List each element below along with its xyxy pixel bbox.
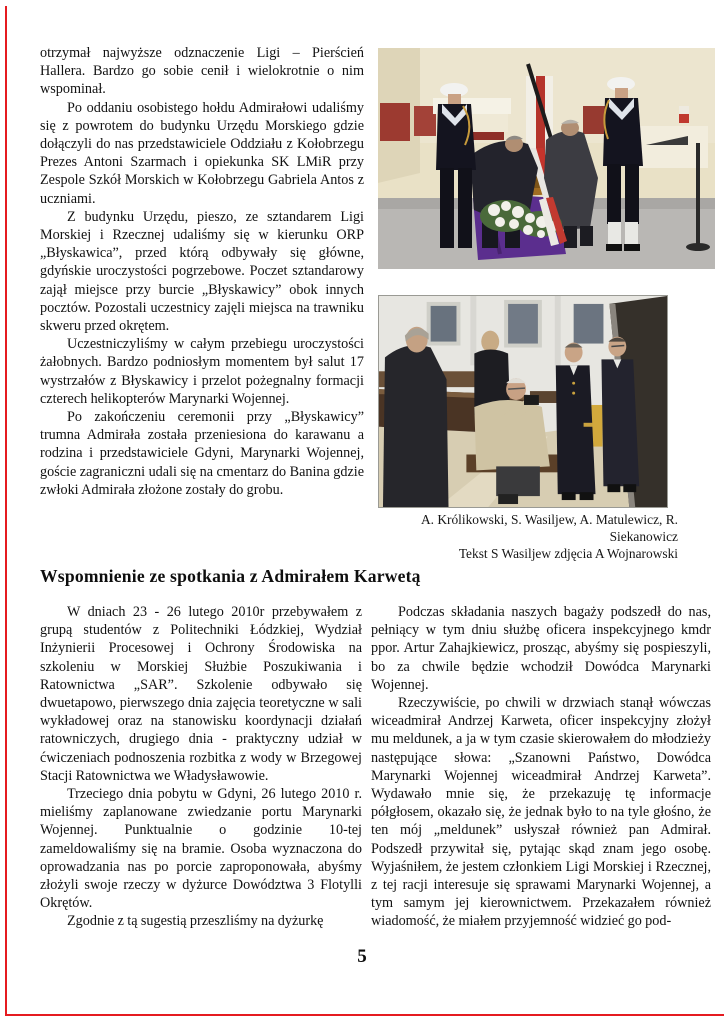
photo-church-congregation-image	[379, 296, 667, 507]
bottom-article-right-column	[371, 603, 711, 931]
photo-caption-credits: Tekst S Wasiljew zdjęcia A Wojnarowski	[458, 545, 678, 561]
paragraph: Po oddaniu osobistego hołdu Admirałowi udaliśmy się z powrotem do budynku Urzędu Morskiego gdzie dołączyli do nas przedstawiciele Oddziału z Kołobrzegu Prezes Antoni Szarmach i opiekunka SK LMiR przy Zespole Szkół Morskich w Kołobrzegu Gabriela Antos z uczniami.	[40, 99, 364, 207]
photo-caption-names: A. Królikowski, S. Wasiljew, A. Matulewicz, R. Siekanowicz	[420, 512, 678, 544]
section-heading: Wspomnienie ze spotkania z Admirałem Karwetą	[40, 566, 421, 586]
bottom-article-left-column	[40, 603, 362, 931]
paragraph: W dniach 23 - 26 lutego 2010r przebywałem z grupą studentów z Politechniki Łódzkiej, Wydział Inżynierii Procesowej i Ochrony Środowiska na szkoleniu w Morskiej Służbie Poszukiwania i Ratownictwa „SAR”. Szkolenie odbywało się dwuetapowo, pierwszego dnia zajęcia teoretyczne w sali wykładowej oraz na stanowisku koordynacji działań ratowniczych, drugiego dnia - praktyczny udział w ćwiczeniach podnoszenia rozbitka z wody w Brzegowej Stacji Ratownictwa we Władysławowie.	[40, 604, 362, 784]
paragraph: Z budynku Urzędu, pieszo, ze sztandarem Ligi Morskiej i Rzecznej udaliśmy się w kierunku ORP „Błyskawica”, przed którą odbywały się główne, gdyńskie uroczystości pogrzebowe. Poczet sztandarowy zajął miejsce przy burcie „Błyskawicy” obok innych pocztów. Pozostali uczestnicy zajęli miejsca na trawniku skweru przed okrętem.	[40, 208, 364, 335]
photo-funeral-ceremony-image	[378, 48, 715, 269]
page-border-bottom	[5, 1014, 724, 1016]
paragraph: Zgodnie z tą sugestią przeszliśmy na dyżurkę	[67, 913, 324, 930]
paragraph: Trzeciego dnia pobytu w Gdyni, 26 lutego 2010 r. mieliśmy zaplanowane zwiedzanie portu Marynarki Wojennej. Punktualnie o godzinie 10-tej zameldowaliśmy się na bramie. Osoba wyznaczona do oprowadzania nas po porcie zaproponowała, abyśmy złożyli swoje rzeczy w dyżurce Dowództwa 3 Flotylli Okrętów.	[40, 786, 362, 912]
paragraph: Uczestniczyliśmy w całym przebiegu uroczystości żałobnych. Bardzo podniosłym momentem był salut 17 wystrzałów z Błyskawicy i przelot pożegnalny formacji czterech helikopterów Marynarki Wojennej.	[40, 336, 364, 407]
photo-funeral-ceremony	[378, 48, 715, 269]
paragraph: Podczas składania naszych bagaży podszedł do nas, pełniący w tym dniu służbę oficera inspekcyjnego kmdr ppor. Artur Zahajkiewicz, prosząc, abyśmy się pospieszyli, bo za chwile będzie wchodził Dowódca Marynarki Wojennej.	[371, 604, 711, 693]
paragraph: otrzymał najwyższe odznaczenie Ligi – Pierścień Hallera. Bardzo go sobie cenił i wielokrotnie o nim wspominał.	[40, 45, 364, 98]
photo-church-congregation	[378, 295, 668, 508]
top-article-column	[40, 44, 364, 499]
photo-caption	[372, 512, 678, 562]
page-number: 5	[357, 946, 367, 967]
page-border-left	[5, 6, 7, 1016]
paragraph: Rzeczywiście, po chwili w drzwiach stanął wówczas wiceadmirał Andrzej Karweta, oficer inspekcyjny złożył mu meldunek, a ja w tym czasie skierowałem do młodzieży następujące słowa: „Szanowni Państwo, Dowódca Marynarki Wojennej wiceadmirał Andrzej Karweta”. Wydawało mnie się, że przekazuję tę informacje półgłosem, okazało się, że jednak było to na tyle głośno, że ten mój „meldunek” usłyszał również pan Admirał. Podszedł przywitał się, pytając skąd znam jego osobę. Wyjaśniłem, że jestem członkiem Ligi Morskiej i Rzecznej, z tej racji interesuje się sprawami Marynarki Wojennej, a tym samym jej kierownictwem. Przekazałem również wiadomość, że miałem przyjemność widzieć go pod-	[371, 695, 711, 930]
paragraph: Po zakończeniu ceremonii przy „Błyskawicy” trumna Admirała została przeniesiona do karawanu a rodzina i przedstawiciele Gdyni, Marynarki Wojennej, goście zagraniczni udali się na cmentarz do Banina gdzie zwłoki Admirała złożone zostały do grobu.	[40, 409, 364, 498]
